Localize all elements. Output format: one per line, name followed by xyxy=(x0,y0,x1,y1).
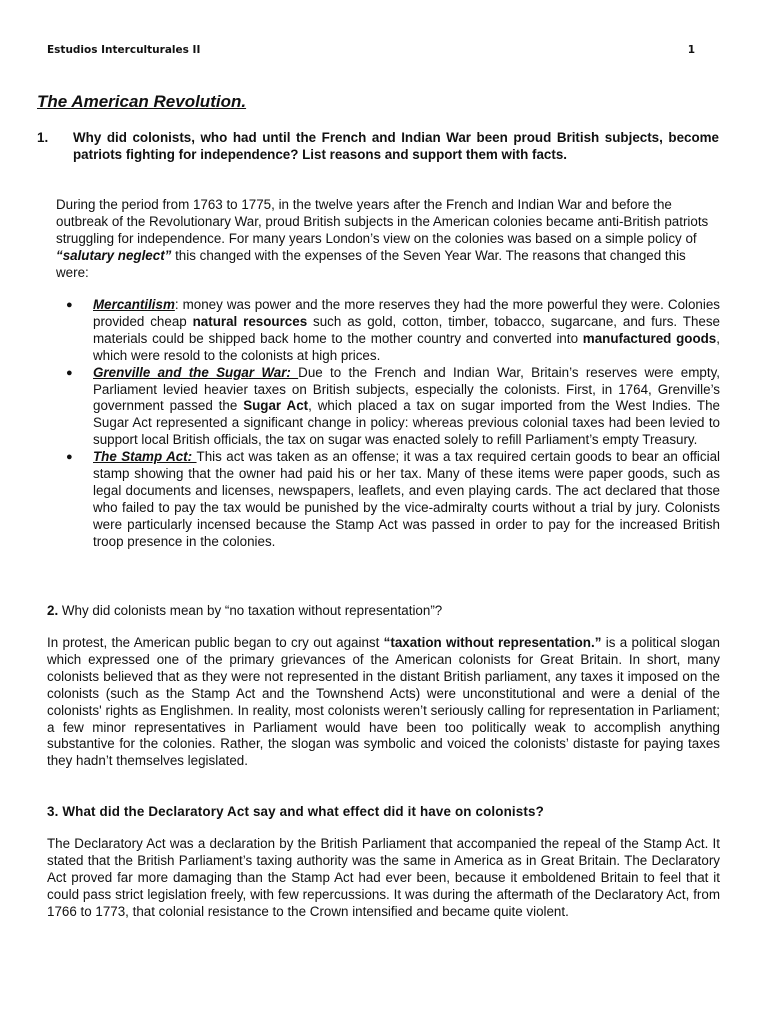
question-2 xyxy=(47,602,717,619)
answer-2-text: In protest, the American public began to cry out against xyxy=(47,635,384,650)
reasons-list xyxy=(66,297,720,551)
mercantilism-text-3: , which were resold to the colonists at high prices. xyxy=(93,330,720,363)
mercantilism-text-2: such as gold, cotton, timber, tobacco, sugarcane, and furs. These materials could be shipped back home to the mother country and converted into xyxy=(93,313,720,346)
bullet-icon: ● xyxy=(66,366,73,379)
stamp-act-text: This act was taken as an offense; it was a tax required certain goods to bear an official stamp showing that the owner had paid his or her tax. Many of these items were paper goods, such as legal documents and licenses, newspapers, leaflets, and even playing cards. The act declared that those who failed to pay the tax would be punished by the vice-admiralty courts without a trial by jury. Colonists were particularly incensed because the Stamp Act was passed in order to pay for the increased British troop presence in the colonies. xyxy=(93,449,720,549)
taxation-slogan-emphasis: “taxation without representation.” xyxy=(383,635,602,650)
question-1-number: 1. xyxy=(37,130,49,145)
question-3: 3. What did the Declaratory Act say and what effect did it have on colonists? xyxy=(47,804,544,819)
bullet-icon: ● xyxy=(66,299,73,311)
question-1 xyxy=(37,129,719,163)
term-stamp-act: The Stamp Act: xyxy=(93,449,197,465)
list-item-grenville xyxy=(66,365,720,450)
answer-3: The Declaratory Act was a declaration by the British Parliament that accompanied the repeal of the Stamp Act. It stated that the British Parliament’s taxing authority was the same in America as in Great Britain. The Declaratory Act proved far more damaging than the Stamp Act had ever been, because it emboldened Britain to feel that it could pass strict legislation freely, with few repercussions. It was during the aftermath of the Declaratory Act, from 1766 to 1773, that colonial resistance to the Crown intensified and became quite violent. xyxy=(47,836,720,919)
list-item-stamp-act xyxy=(66,449,720,550)
grenville-bold-1: Sugar Act xyxy=(243,398,309,414)
answer-1-intro xyxy=(56,197,716,282)
grenville-text-2: , which placed a tax on sugar imported from the West Indies. The Sugar Act represented a significant change in policy: whereas previous colonial taxes had been levied to support local British officials, the tax on sugar was enacted solely to refill Parliament’s empty Treasury. xyxy=(93,398,720,448)
grenville-text-1: Due to the French and Indian War, Britain’s reserves were empty, Parliament levied heavier taxes on British subjects, especially the colonists. First, in 1764, Grenville’s government passed the xyxy=(93,364,720,414)
document-title: The American Revolution. xyxy=(37,92,247,111)
bullet-icon: ● xyxy=(66,451,73,464)
question-2-number: 2. xyxy=(47,603,59,618)
mercantilism-text-1: : money was power and the more reserves they had the more powerful they were. Colonies provided cheap xyxy=(93,297,720,329)
question-1-text: Why did colonists, who had until the French and Indian War been proud British subjects, become patriots fighting for independence? List reasons and support them with facts. xyxy=(73,130,719,162)
answer-2-text-end: is a political slogan which expressed one of the primary grievances of the American colonists for Great Britain. In short, many colonists believed that as they were not represented in the distant British parliament, any taxes it imposed on the colonists (such as the Stamp Act and the Townshend Acts) were unconstitutional and were a denial of the colonists' rights as Englishmen. In reality, most colonists weren’t seriously calling for representation in Parliament; a few minor representatives in Parliament would have been too politically weak to accomplish anything substantive for the colonies. Rather, the slogan was symbolic and voiced the colonists’ distaste for paying taxes they hadn’t themselves legislated. xyxy=(47,635,720,769)
term-grenville: Grenville and the Sugar War: xyxy=(93,364,299,380)
salutary-neglect-emphasis: “salutary neglect” xyxy=(56,247,172,263)
list-item-mercantilism xyxy=(66,297,720,365)
answer-2 xyxy=(47,635,720,770)
mercantilism-bold-2: manufactured goods xyxy=(582,330,717,346)
answer-1-intro-text: During the period from 1763 to 1775, in the twelve years after the French and Indian War and before the outbreak of the Revolutionary War, proud British subjects in the American colonies became anti-British patriots struggling for independence. For many years London’s view on the colonies was based on a simple policy of xyxy=(56,197,709,246)
term-mercantilism: Mercantilism xyxy=(93,297,175,312)
question-2-text: Why did colonists mean by “no taxation without representation”? xyxy=(58,603,443,618)
answer-1-intro-text-end: this changed with the expenses of the Seven Year War. The reasons that changed this were: xyxy=(56,247,686,280)
page-header xyxy=(47,44,695,56)
mercantilism-bold-1: natural resources xyxy=(192,313,308,329)
course-name: Estudios Interculturales II xyxy=(47,44,201,56)
page-number: 1 xyxy=(687,44,695,56)
